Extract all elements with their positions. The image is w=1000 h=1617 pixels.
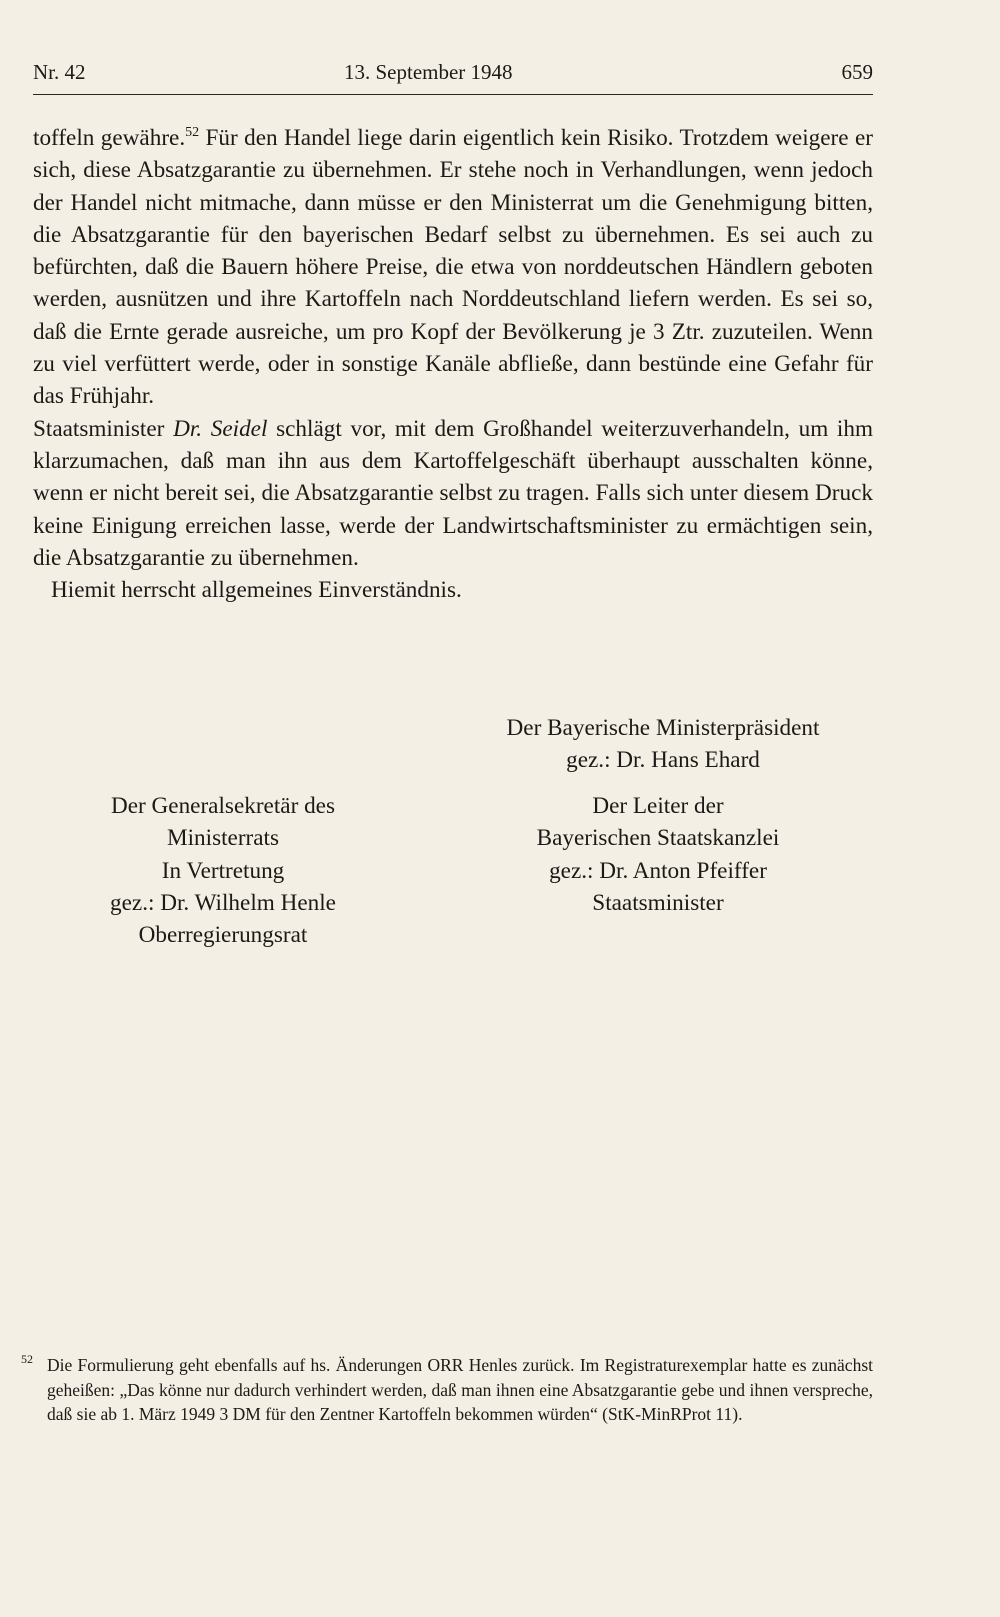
signature-chancellery-head [478, 790, 838, 919]
speaker-name: Dr. Seidel [173, 415, 268, 442]
paragraph-1-rest: Für den Handel liege darin eigentlich kein Risiko. Trotzdem weigere er sich, diese Absatzgarantie zu übernehmen. Er stehe noch in Verhandlungen, wenn jedoch der Handel nicht mitmache, dann müsse er den Ministerrat um die Genehmigung bitten, die Absatzgarantie für den bayerischen Bedarf selbst zu übernehmen. Es sei auch zu befürchten, daß die Bauern höhere Preise, die etwa von norddeutschen Händlern geboten werden, ausnützen und ihre Kartoffeln nach Norddeutschland liefern werden. Es sei so, daß die Ernte gerade ausreiche, um pro Kopf der Bevölkerung je 3 Ztr. zuzuteilen. Wenn zu viel verfüttert werde, oder in sonstige Kanäle abfließe, dann bestünde eine Gefahr für das Frühjahr. [33, 125, 873, 410]
signature-name: gez.: Dr. Hans Ehard [566, 747, 760, 774]
header-date: 13. September 1948 [344, 60, 513, 84]
footnote [21, 1352, 873, 1427]
paragraph-1 [33, 122, 873, 413]
footnote-text: Die Formulierung geht ebenfalls auf hs. Änderungen ORR Henles zurück. Im Registraturexemplar hatte es zunächst geheißen: „Das könne nur dadurch verhindert werden, daß man ihnen eine Absatzgarantie gebe und ihnen verspreche, daß sie ab 1. März 1949 3 DM für den Zentner Kartoffeln bekommen würden“ (StK-MinRProt 11). [47, 1355, 873, 1424]
paragraph-1-start: toffeln gewähre. [33, 125, 186, 151]
signature-line: Bayerischen Staatskanzlei [536, 825, 780, 852]
signature-rank: Oberregierungsrat [138, 922, 308, 949]
signature-secretary-general [73, 790, 373, 951]
body-text [33, 122, 873, 606]
footnote-number: 52 [21, 1352, 33, 1366]
signature-name: gez.: Dr. Anton Pfeiffer [549, 857, 767, 884]
page-number: 659 [841, 60, 873, 84]
paragraph-2 [33, 413, 873, 574]
signature-line: In Vertretung [161, 857, 285, 884]
signature-rank: Staatsminister [592, 889, 724, 916]
signature-line: Der Leiter der [592, 793, 724, 819]
paragraph-2-start: Staatsminister [33, 415, 174, 442]
document-number: Nr. 42 [33, 60, 86, 84]
signature-minister-president [453, 712, 873, 777]
signature-name: gez.: Dr. Wilhelm Henle [110, 889, 336, 916]
signature-title: Der Bayerische Ministerpräsident [506, 715, 820, 741]
paragraph-3: Hiemit herrscht allgemeines Einverständnis. [51, 577, 462, 604]
paragraph-2-rest: schlägt vor, mit dem Großhandel weiterzuverhandeln, um ihm klarzumachen, daß man ihn aus dem Kartoffelgeschäft überhaupt ausschalten könne, wenn er nicht bereit sei, die Absatzgarantie selbst zu tragen. Falls sich unter diesem Druck keine Einigung erreichen lasse, werde der Landwirtschaftsminister zu ermächtigen sein, die Absatzgarantie zu übernehmen. [33, 415, 873, 571]
page-header [33, 54, 873, 86]
signature-line: Ministerrats [166, 825, 280, 852]
footnote-reference: 52 [185, 125, 200, 140]
signature-line: Der Generalsekretär des [110, 793, 336, 819]
header-rule [33, 94, 873, 95]
